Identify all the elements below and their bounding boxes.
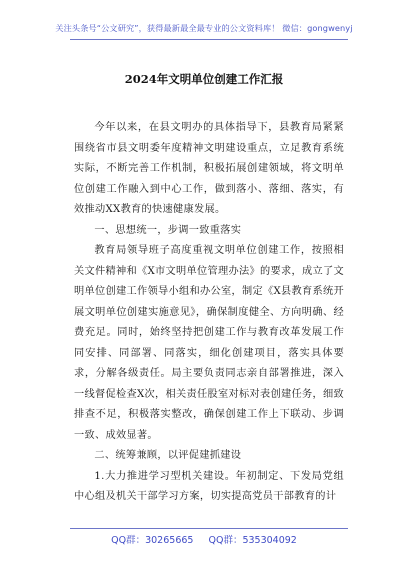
section-heading-1: 一、思想统一，步调一致重落实 [94,224,242,236]
footer-contact [0,532,408,546]
header-note: 关注头条号“公文研究”，获得最新最全最专业的公文资料库！ 微信：gongwenyj [55,23,353,33]
section-heading-2: 二、统筹兼顾，以评促建抓建设 [94,450,242,461]
footer-divider [70,528,348,529]
document-body [74,118,344,508]
qq-group-1: QQ群：30265665 [111,535,194,546]
document-title: 2024年文明单位创建工作汇报 [124,72,284,86]
intro-paragraph: 今年以来，在县文明办的具体指导下，县教育局紧紧围绕省市县文明委年度精神文明建设重点，立足教育系统实际，不断完善工作机制，积极拓展创建领域，将文明单位创建工作融入到中心工作，做到落小、落细、落实，有效推动XX教育的快速健康发展。 [74,122,344,215]
section-2-paragraph: 1.大力推进学习型机关建设。年初制定、下发局党组中心组及机关干部学习方案，切实提高党员干部教育的计 [74,470,344,502]
section-1-paragraph: 教育局领导班子高度重视文明单位创建工作，按照相关文件精神和《X市文明单位管理办法》的要求，成立了文明单位创建工作领导小组和办公室，制定《X县教育系统开展文明单位创建实施意见》，确保制度健全、方向明确、经费充足。同时，始终坚持把创建工作与教育改革发展工作同安排、同部署、同落实，细化创建项目，落实具体要求，分解各级责任。局主要负责同志亲自部署推进，深入一线督促检查X次，相关责任股室对标对表创建任务，细致排查不足，积极落实整改，确保创建工作上下联动、步调一致、成效显著。 [74,245,344,441]
header-divider [70,39,348,40]
qq-group-2: QQ群：535304092 [208,535,297,546]
